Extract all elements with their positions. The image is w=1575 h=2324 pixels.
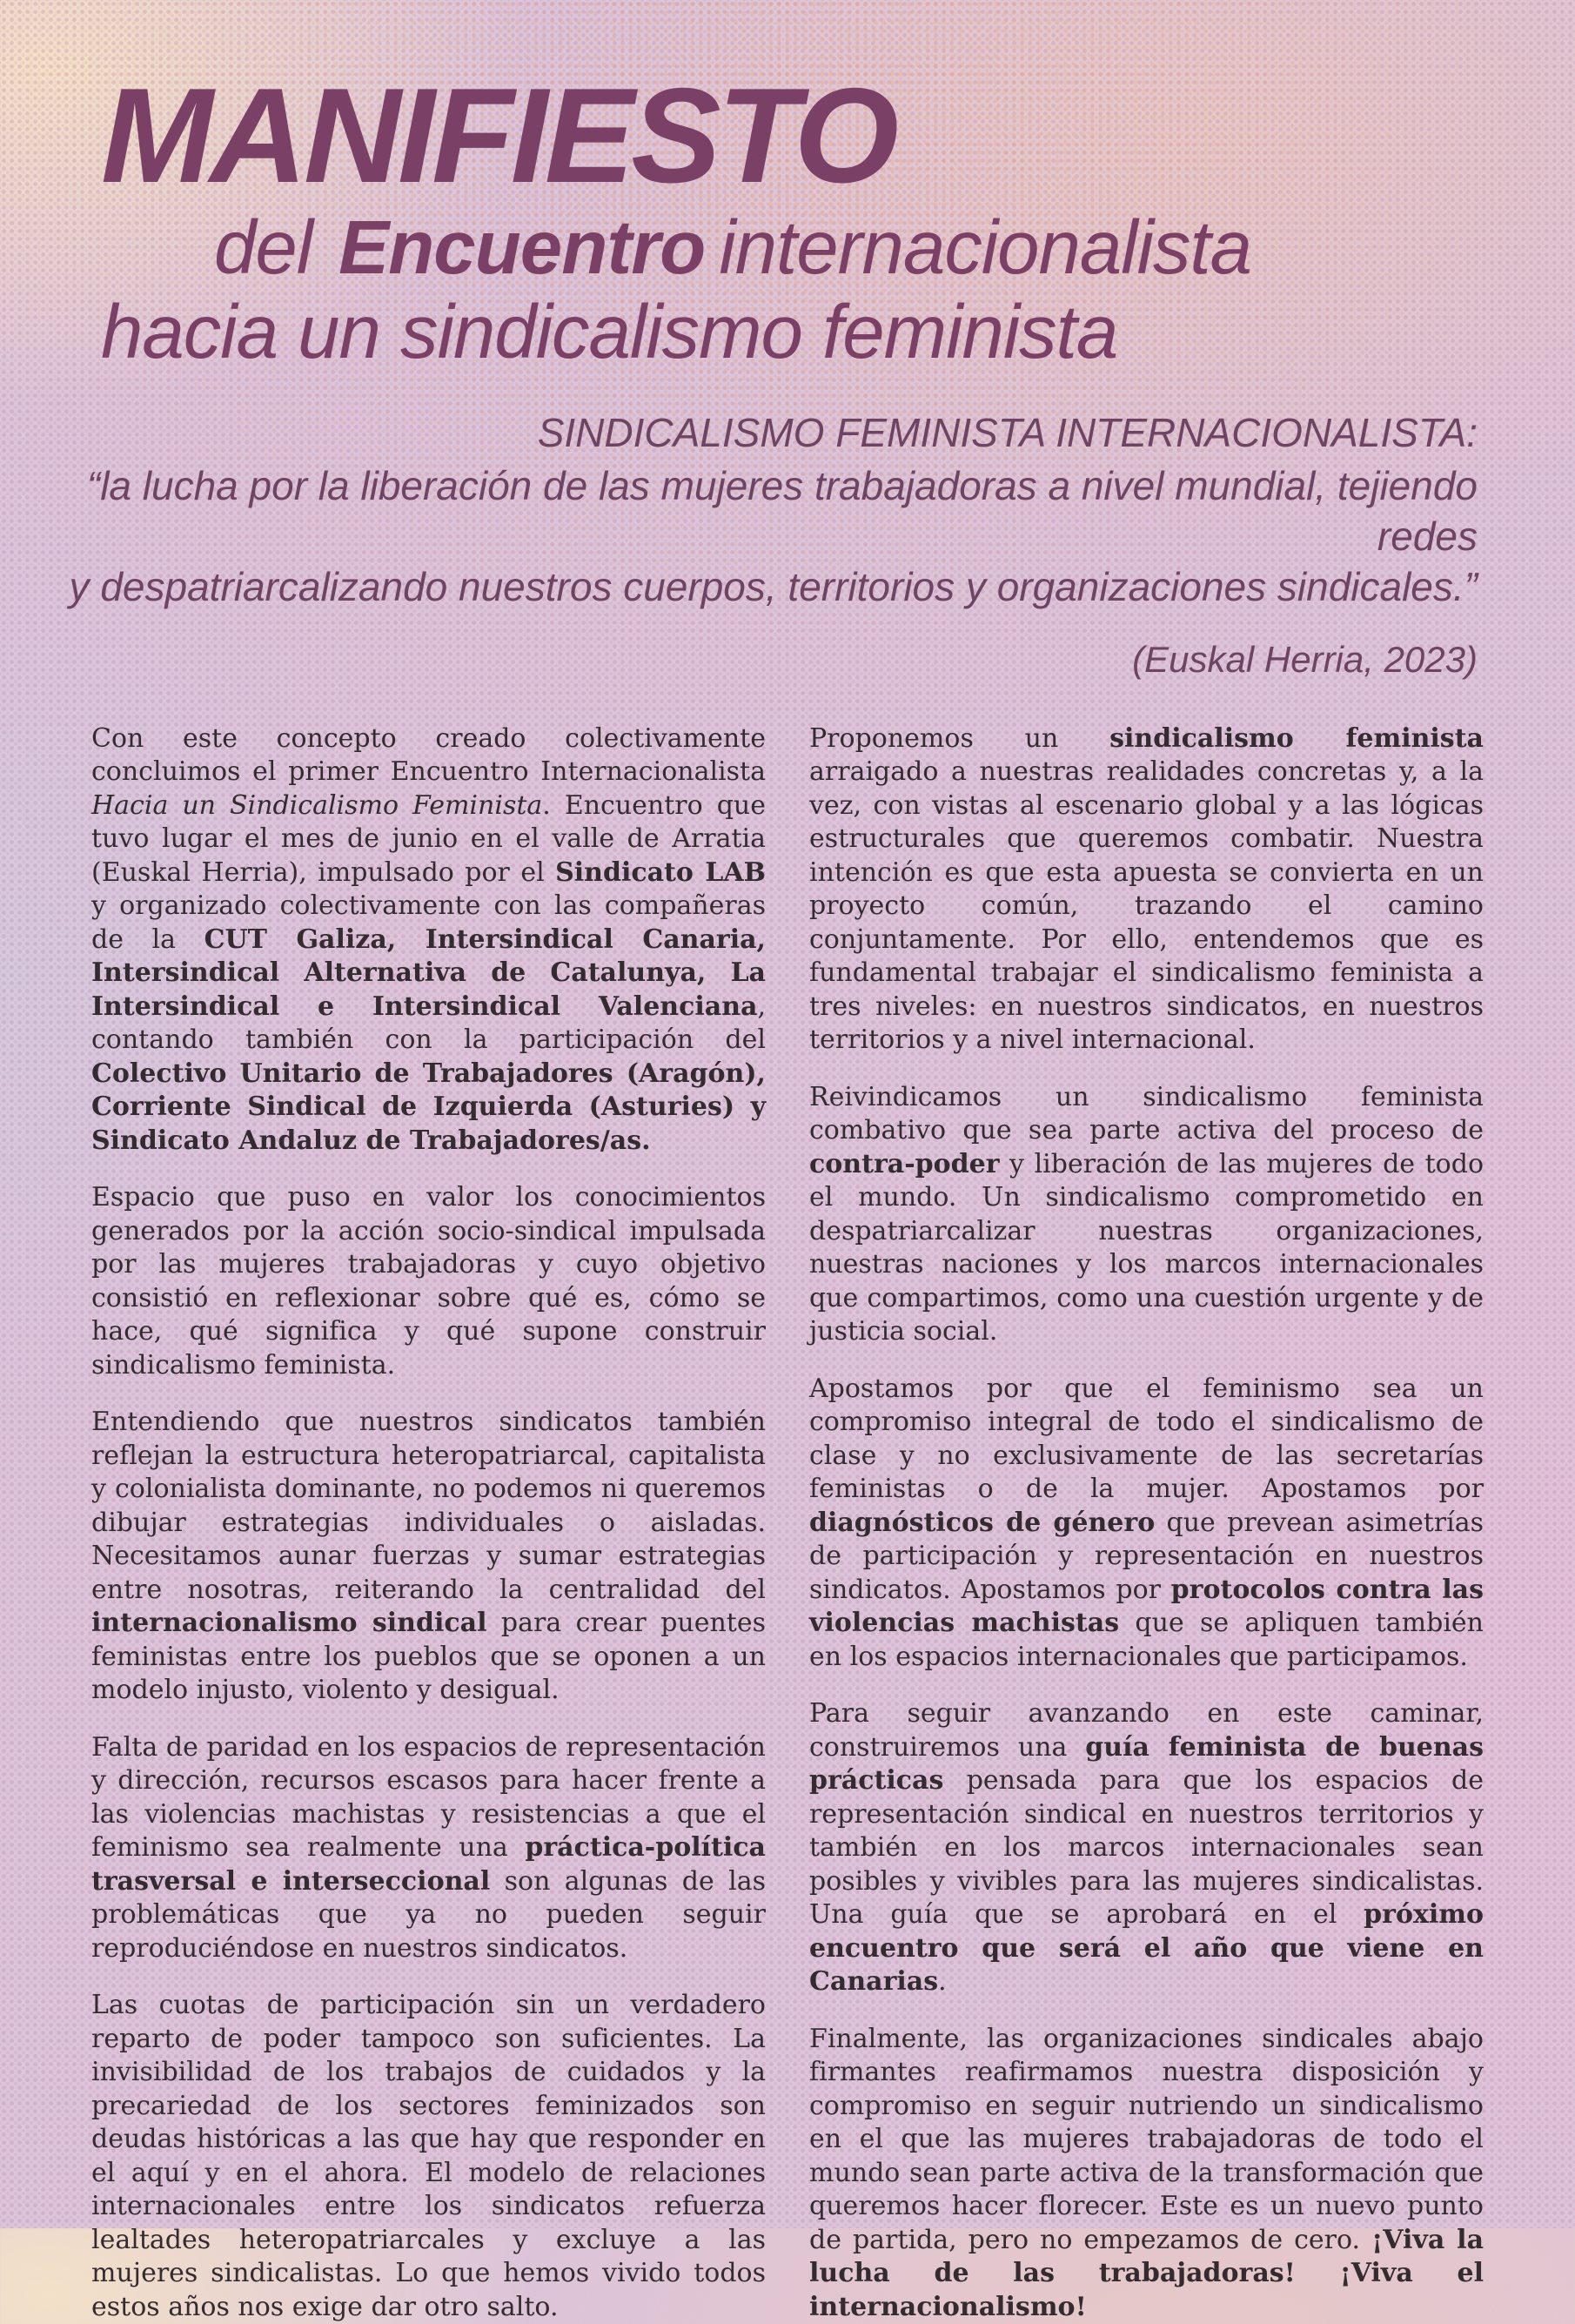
definition-quote-line-2: y despatriarcalizando nuestros cuerpos, territorios y organizaciones sindicales.” [69,563,1478,609]
text-run: Hacia un Sindicalismo Feminista [91,789,543,821]
text-run: internacionalismo sindical [91,1608,487,1639]
text-run: arraigado a nuestras realidades concretas y, a la vez, con vistas al escenario global y a las lógicas estructurales que queremos combatir. Nuestra intención es que esta apuesta se convierta en un proyecto común, trazando el camino conjuntamente. Por ello, entendemos que es fundamental trabajar el sindicalismo feminista a tres niveles: en nuestros sindicatos, en nuestros territorios y a nivel internacional. [809,756,1484,1056]
paragraph [809,2023,1484,2324]
paragraph [809,1697,1484,1999]
paragraph [91,1989,766,2324]
text-run: sindicalismo feminista [1109,722,1484,754]
subtitle-word-del: del [214,205,313,290]
text-run: Apostamos por que el feminismo sea un compromiso integral de todo el sindicalismo de clase y no exclusivamente de las secretarías feministas o de la mujer. Apostamos por [809,1373,1484,1505]
text-run: ¡Viva la lucha de las trabajadoras! ¡Viva el internacionalismo! [809,2224,1485,2322]
left-column [91,722,766,2324]
text-run: Finalmente, las organizaciones sindicales abajo firmantes reafirmamos nuestra disposición y compromiso en seguir nutriendo un sindicalismo en el que las mujeres trabajadoras de todo el mundo sean parte activa de la transformación que queremos hacer florecer. Este es un nuevo punto de partida, pero no empezamos de cero. [809,2023,1484,2255]
text-run: Sindicato LAB [555,856,766,888]
text-run: Entendiendo que nuestros sindicatos también reflejan la estructura heteropatriarcal, capitalista y colonialista dominante, no podemos ni queremos dibujar estrategias individuales o aisladas. Necesitamos aunar fuerzas y sumar estrategias entre nosotras, reiterando la centralidad del [91,1407,766,1605]
text-run: , contando también con la participación del [91,991,766,1056]
paragraph [809,1081,1484,1349]
paragraph [809,1373,1484,1675]
subtitle-word-internacionalista: internacionalista [719,205,1252,290]
right-column [809,722,1484,2324]
paragraph [91,1406,766,1708]
paragraph [91,1181,766,1382]
text-run: pensada para que los espacios de representación sindical en nuestros territorios y también en los marcos internacionales sean posibles y vivibles para las mujeres sindicalistas. Una guía que se aprobará en el [809,1765,1484,1931]
text-run: y liberación de las mujeres de todo el mundo. Un sindicalismo comprometido en despatriarcalizar nuestras organizaciones, nuestras naciones y los marcos internacionales que compartimos, como una cuestión urgente y de justicia social. [809,1148,1484,1347]
definition-quote [0,461,1478,613]
text-run: . [938,1966,947,1998]
text-run: para crear puentes feministas entre los pueblos que se oponen a un modelo injusto, violento y desigual. [91,1608,766,1706]
body-columns [0,722,1575,2324]
subtitle-line-1 [214,205,1575,290]
text-run: Colectivo Unitario de Trabajadores (Aragón), Corriente Sindical de Izquierda (Asturies) y Sindicato Andaluz de Trabajadores/as. [91,1058,766,1156]
subtitle-line-2: hacia un sindicalismo feminista [101,289,1118,374]
paragraph [809,722,1484,1058]
paragraph [91,1731,766,1966]
definition-block [0,409,1575,680]
text-run: protocolos contra las violencias machistas [809,1574,1484,1639]
text-run: y organizado colectivamente con las compañeras de la [91,890,766,955]
text-run: Proponemos un [809,722,1110,754]
definition-attribution: (Euskal Herria, 2023) [1132,638,1478,680]
text-run: son algunas de las problemáticas que ya no pueden seguir reproduciéndose en nuestros sindicatos. [91,1865,766,1964]
text-run: próximo encuentro que será el año que viene en Canarias [809,1899,1484,1998]
text-run: Las cuotas de participación sin un verdadero reparto de poder tampoco son suficientes. La invisibilidad de los trabajos de cuidados y la precariedad de los sectores feminizados son deudas históricas a las que hay que responder en el aquí y en el ahora. El modelo de relaciones internacionales entre los sindicatos refuerza lealtades heteropatriarcales y excluye a las mujeres sindicalistas. Lo que hemos vivido todos estos años nos exige dar otro salto. [91,1990,766,2322]
text-run: Espacio que puso en valor los conocimientos generados por la acción socio-sindical impulsada por las mujeres trabajadoras y cuyo objetivo consistió en reflexionar sobre qué es, cómo se hace, qué significa y qué supone construir sindicalismo feminista. [91,1182,766,1380]
text-run: contra-poder [809,1148,1000,1179]
definition-quote-line-1: “la lucha por la liberación de las mujeres trabajadoras a nivel mundial, tejiendo redes [86,462,1478,559]
paragraph [91,722,766,1159]
text-run: Para seguir avanzando en este caminar, construiremos una [809,1698,1484,1763]
text-run: Con este concepto creado colectivamente concluimos el primer Encuentro Internacionalista [91,722,766,788]
text-run: guía feminista de buenas prácticas [809,1731,1485,1797]
text-run: que se apliquen también en los espacios internacionales que participamos. [809,1608,1484,1672]
header [0,0,1575,374]
definition-heading: SINDICALISMO FEMINISTA INTERNACIONALISTA: [537,410,1478,456]
text-run: diagnósticos de género [809,1507,1156,1538]
text-run: . Encuentro que tuvo lugar el mes de junio en el valle de Arratia (Euskal Herria), impulsado por el [91,789,766,888]
text-run: Reivindicamos un sindicalismo feminista combativo que sea parte activa del proceso de [809,1081,1484,1146]
subtitle-word-encuentro: Encuentro [338,205,706,290]
text-run: Falta de paridad en los espacios de representación y dirección, recursos escasos para hacer frente a las violencias machistas y resistencias a que el feminismo sea realmente una [91,1731,766,1864]
page-title: MANIFIESTO [101,60,896,211]
text-run: CUT Galiza, Intersindical Canaria, Intersindical Alternativa de Catalunya, La Intersindical e Intersindical Valenciana [91,924,766,1022]
text-run: que prevean asimetrías de participación y representación en nuestros sindicatos. Apostamos por [809,1507,1484,1605]
text-run: práctica-política trasversal e interseccional [91,1832,766,1897]
